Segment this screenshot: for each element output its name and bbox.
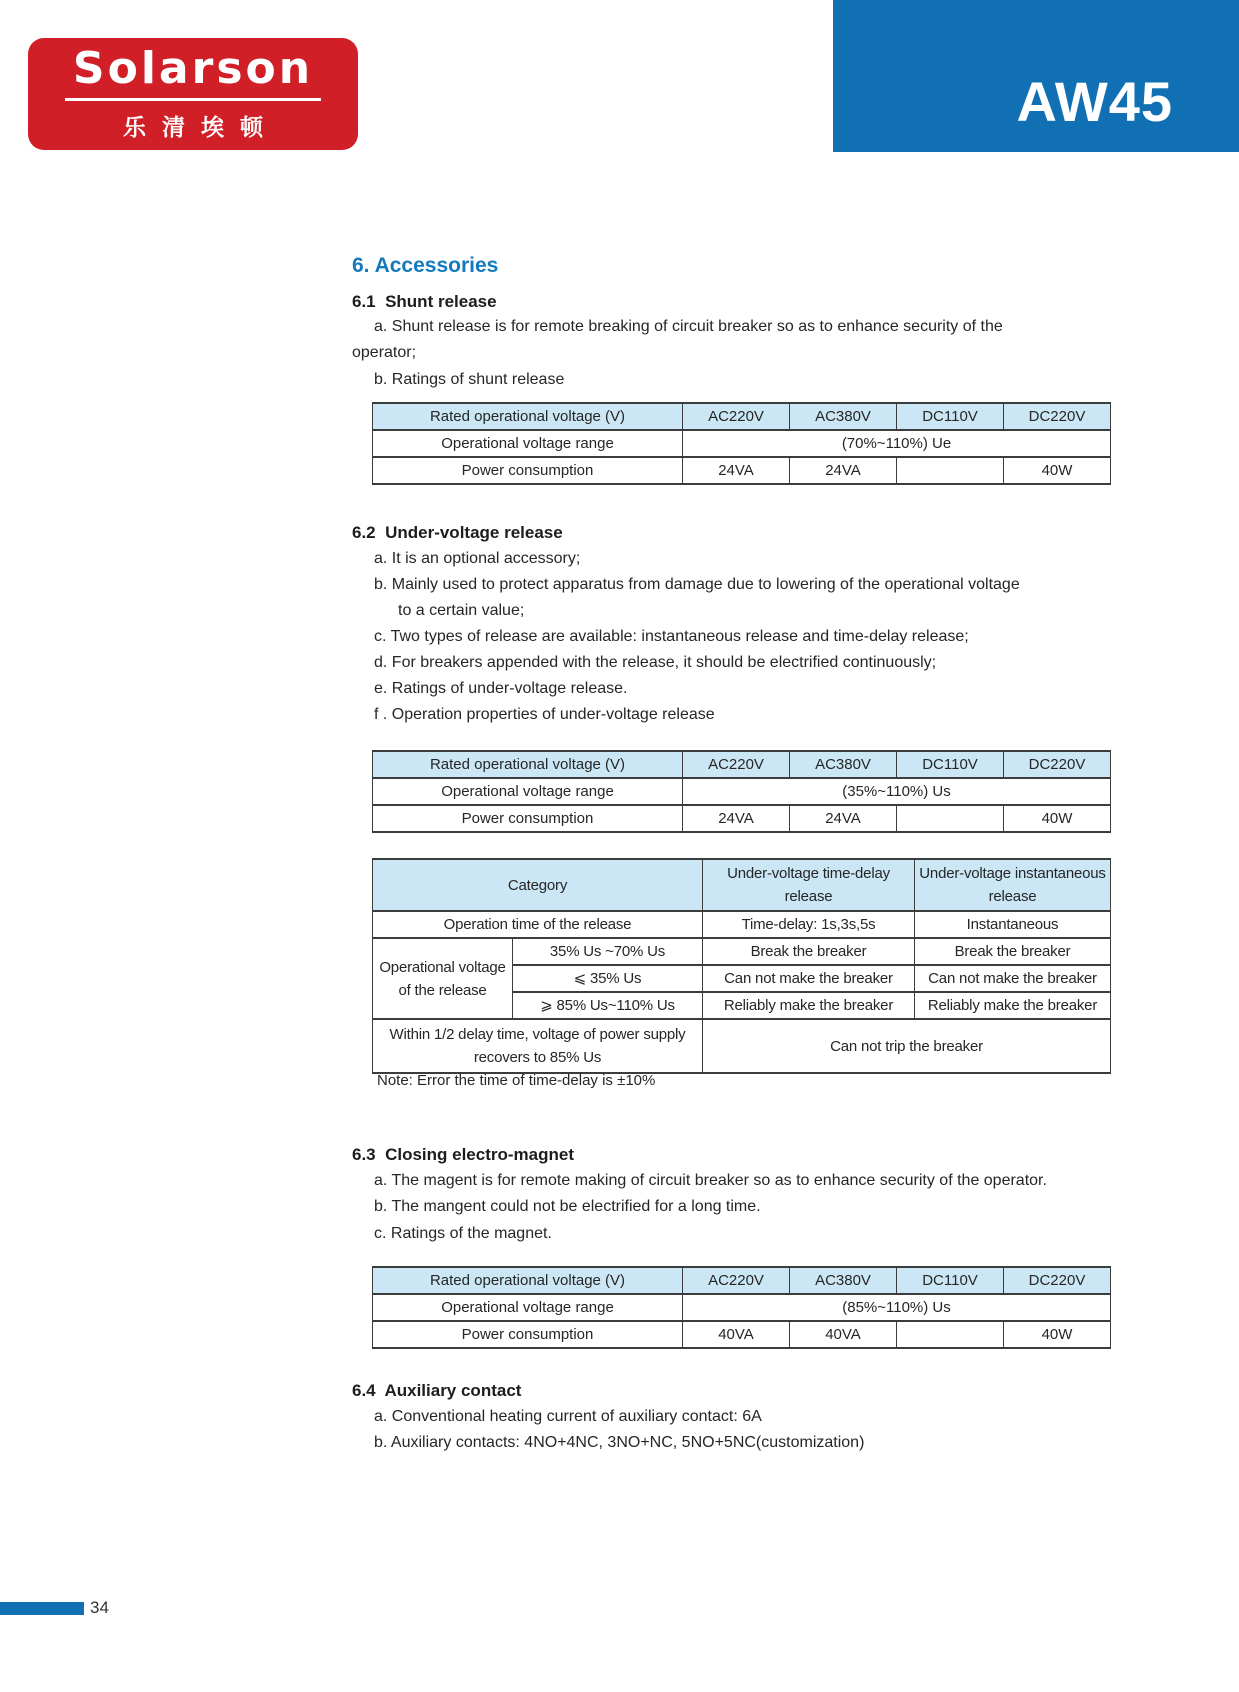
uv-item-c: c. Two types of release are available: instantaneous release and time-delay release; (374, 628, 969, 645)
header-cell: Rated operational voltage (V) (373, 403, 683, 430)
cell: 35% Us ~70% Us (513, 938, 703, 965)
magnet-item-b: b. The mangent could not be electrified for a long time. (374, 1198, 761, 1215)
cell: Time-delay: 1s,3s,5s (703, 911, 915, 938)
table-row (373, 430, 1111, 457)
shunt-item-a-line2: operator; (352, 344, 417, 361)
uv-item-d: d. For breakers appended with the release, it should be electrified continuously; (374, 654, 937, 671)
cell: Power consumption (373, 1321, 683, 1348)
cell: Power consumption (373, 805, 683, 832)
cell (897, 1321, 1004, 1348)
header-cell: DC110V (897, 1267, 1004, 1294)
header-cell: Rated operational voltage (V) (373, 751, 683, 778)
heading-under-voltage-release: 6.2 Under-voltage release (352, 523, 563, 542)
cell: (35%~110%) Us (683, 778, 1111, 805)
table-row (373, 778, 1111, 805)
table-row (373, 911, 1111, 938)
brand-name: Solarson (65, 47, 321, 101)
header-cell: AC380V (790, 751, 897, 778)
table-row (373, 403, 1111, 430)
cell (897, 457, 1004, 484)
header-cell: AC220V (683, 751, 790, 778)
uv-item-f: f . Operation properties of under-voltage release (374, 706, 715, 723)
header-cell: Category (373, 859, 703, 911)
magnet-ratings-table (372, 1266, 1111, 1349)
shunt-ratings-table (372, 402, 1111, 485)
header-cell: Under-voltage time-delay release (703, 859, 915, 911)
shunt-item-a-line1: a. Shunt release is for remote breaking of circuit breaker so as to enhance security of the (374, 318, 1003, 335)
header-cell: DC110V (897, 751, 1004, 778)
cell (897, 805, 1004, 832)
heading-auxiliary-contact: 6.4 Auxiliary contact (352, 1381, 522, 1400)
table-row (373, 751, 1111, 778)
cell: Operational voltage of the release (373, 938, 513, 1019)
cell: 24VA (790, 805, 897, 832)
header-cell: DC110V (897, 403, 1004, 430)
table-row (373, 1294, 1111, 1321)
table-row (373, 859, 1111, 911)
header-cell: AC220V (683, 403, 790, 430)
cell: Can not trip the breaker (703, 1019, 1111, 1073)
uv-item-a: a. It is an optional accessory; (374, 550, 581, 567)
cell: Instantaneous (915, 911, 1111, 938)
magnet-item-a: a. The magent is for remote making of circuit breaker so as to enhance security of the operator. (374, 1172, 1047, 1189)
table-row (373, 1267, 1111, 1294)
auxiliary-item-a: a. Conventional heating current of auxiliary contact: 6A (374, 1408, 762, 1425)
table-row (373, 1321, 1111, 1348)
heading-shunt-release: 6.1 Shunt release (352, 292, 497, 311)
shunt-item-b: b. Ratings of shunt release (374, 371, 565, 388)
cell: 24VA (683, 805, 790, 832)
cell: 40W (1004, 805, 1111, 832)
cell: Reliably make the breaker (703, 992, 915, 1019)
table-row (373, 805, 1111, 832)
uv-item-b-line2: to a certain value; (398, 602, 525, 619)
cell: 40W (1004, 1321, 1111, 1348)
brand-name-chinese: 乐清埃顿 (123, 113, 279, 140)
page-number: 34 (90, 1598, 109, 1617)
model-banner (833, 0, 1239, 152)
brand-logo (28, 38, 358, 150)
uv-item-b-line1: b. Mainly used to protect apparatus from damage due to lowering of the operational voltage (374, 576, 1020, 593)
header-cell: DC220V (1004, 403, 1111, 430)
section-title-accessories: 6. Accessories (352, 254, 499, 277)
cell: Operation time of the release (373, 911, 703, 938)
auxiliary-item-b: b. Auxiliary contacts: 4NO+4NC, 3NO+NC, 5NO+5NC(customization) (374, 1434, 865, 1451)
cell: Operational voltage range (373, 778, 683, 805)
cell: Break the breaker (915, 938, 1111, 965)
cell: Break the breaker (703, 938, 915, 965)
cell: 40VA (790, 1321, 897, 1348)
uv-item-e: e. Ratings of under-voltage release. (374, 680, 628, 697)
cell: Power consumption (373, 457, 683, 484)
under-voltage-ratings-table (372, 750, 1111, 833)
under-voltage-properties-table (372, 858, 1111, 1074)
heading-closing-electro-magnet: 6.3 Closing electro-magnet (352, 1145, 574, 1164)
cell: Can not make the breaker (703, 965, 915, 992)
magnet-item-c: c. Ratings of the magnet. (374, 1225, 552, 1242)
header-cell: AC380V (790, 403, 897, 430)
header-cell: Rated operational voltage (V) (373, 1267, 683, 1294)
table-row (373, 457, 1111, 484)
cell: (70%~110%) Ue (683, 430, 1111, 457)
header-cell: AC380V (790, 1267, 897, 1294)
table-row (373, 938, 1111, 965)
cell: 24VA (790, 457, 897, 484)
header-cell: DC220V (1004, 751, 1111, 778)
cell: 24VA (683, 457, 790, 484)
cell: ⩽ 35% Us (513, 965, 703, 992)
cell: Operational voltage range (373, 430, 683, 457)
cell: Within 1/2 delay time, voltage of power supply recovers to 85% Us (373, 1019, 703, 1073)
header-cell: DC220V (1004, 1267, 1111, 1294)
cell: ⩾ 85% Us~110% Us (513, 992, 703, 1019)
header-cell: AC220V (683, 1267, 790, 1294)
note-time-delay-error: Note: Error the time of time-delay is ±10% (377, 1072, 656, 1089)
cell: Reliably make the breaker (915, 992, 1111, 1019)
cell: 40VA (683, 1321, 790, 1348)
cell: 40W (1004, 457, 1111, 484)
cell: (85%~110%) Us (683, 1294, 1111, 1321)
table-row (373, 1019, 1111, 1073)
cell: Can not make the breaker (915, 965, 1111, 992)
footer-accent-bar (0, 1602, 84, 1615)
cell: Operational voltage range (373, 1294, 683, 1321)
model-name: AW45 (1016, 70, 1173, 134)
header-cell: Under-voltage instantaneous release (915, 859, 1111, 911)
